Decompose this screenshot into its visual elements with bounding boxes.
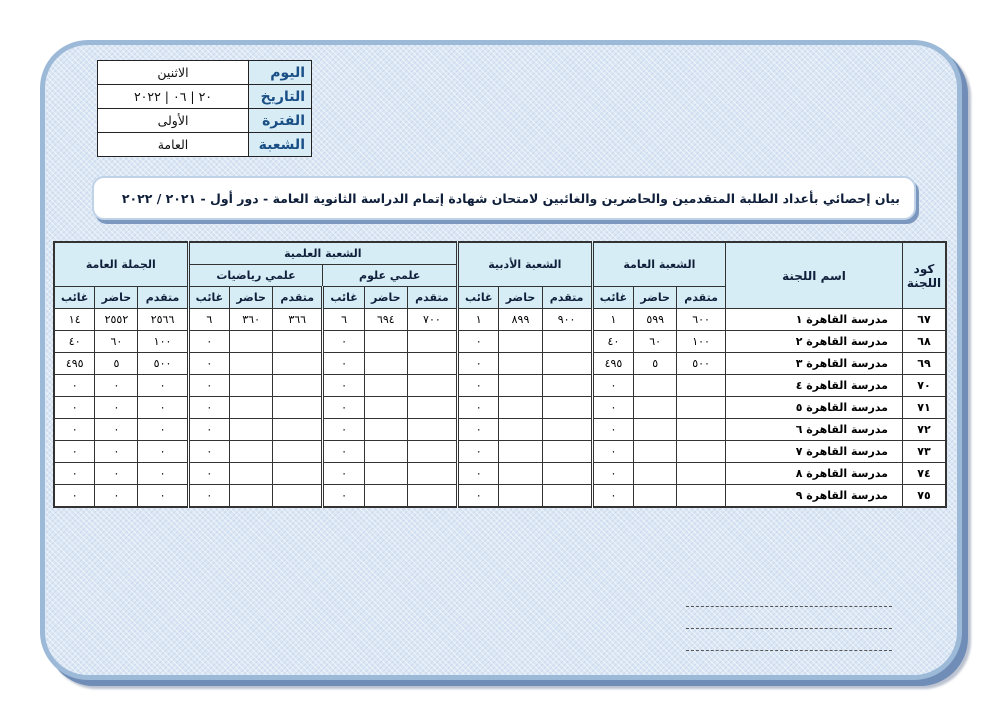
count-cell: ٢٥٦٦	[138, 309, 188, 331]
count-cell	[542, 331, 592, 353]
count-cell: ٠	[138, 463, 188, 485]
count-cell: ١	[592, 309, 633, 331]
count-cell: ٠	[188, 419, 229, 441]
count-cell: ٠	[188, 375, 229, 397]
signature-line	[686, 607, 892, 629]
count-cell: ٠	[95, 441, 138, 463]
committee-name: مدرسة القاهرة ٥	[726, 397, 903, 419]
info-label: الفترة	[249, 109, 312, 133]
count-cell	[499, 375, 542, 397]
count-cell	[230, 397, 273, 419]
count-cell: ٠	[188, 331, 229, 353]
count-cell	[364, 353, 407, 375]
count-cell: ٠	[323, 441, 364, 463]
count-cell: ٠	[138, 485, 188, 508]
count-cell: ٠	[592, 375, 633, 397]
count-cell: ١٠٠	[138, 331, 188, 353]
info-value: الأولى	[98, 109, 249, 133]
count-cell	[634, 441, 677, 463]
count-cell	[407, 485, 457, 508]
count-cell	[677, 485, 726, 508]
statistics-table	[53, 241, 947, 508]
count-cell	[230, 331, 273, 353]
header-absent: غائب	[54, 287, 95, 309]
committee-code: ٦٧	[903, 309, 947, 331]
count-cell	[273, 419, 323, 441]
count-cell: ٨٩٩	[499, 309, 542, 331]
count-cell	[273, 331, 323, 353]
count-cell: ٠	[138, 397, 188, 419]
count-cell	[273, 441, 323, 463]
count-cell: ٥٩٩	[634, 309, 677, 331]
committee-code: ٧٤	[903, 463, 947, 485]
count-cell: ٧٠٠	[407, 309, 457, 331]
count-cell: ١٠٠	[677, 331, 726, 353]
committee-code: ٧٠	[903, 375, 947, 397]
committee-code: ٦٨	[903, 331, 947, 353]
committee-name: مدرسة القاهرة ٢	[726, 331, 903, 353]
signature-line	[686, 585, 892, 607]
count-cell: ٠	[95, 485, 138, 508]
count-cell	[499, 485, 542, 508]
count-cell: ٠	[95, 463, 138, 485]
committee-code: ٧٣	[903, 441, 947, 463]
info-value: ٢٠ | ٠٦ | ٢٠٢٢	[98, 85, 249, 109]
count-cell: ٠	[323, 353, 364, 375]
header-applied: متقدم	[407, 287, 457, 309]
header-absent: غائب	[592, 287, 633, 309]
count-cell: ٠	[138, 375, 188, 397]
count-cell: ٠	[458, 485, 499, 508]
info-row-date	[98, 85, 312, 109]
header-absent: غائب	[188, 287, 229, 309]
count-cell	[407, 441, 457, 463]
count-cell	[677, 397, 726, 419]
committee-name: مدرسة القاهرة ٧	[726, 441, 903, 463]
count-cell: ٠	[458, 353, 499, 375]
committee-name: مدرسة القاهرة ٦	[726, 419, 903, 441]
table-row	[54, 309, 946, 331]
table-row	[54, 375, 946, 397]
count-cell	[542, 441, 592, 463]
header-applied: متقدم	[677, 287, 726, 309]
header-present: حاضر	[634, 287, 677, 309]
count-cell: ٠	[54, 463, 95, 485]
count-cell: ٠	[458, 441, 499, 463]
count-cell: ٠	[188, 463, 229, 485]
count-cell: ٥٠٠	[677, 353, 726, 375]
count-cell	[364, 441, 407, 463]
count-cell	[634, 485, 677, 508]
count-cell	[230, 485, 273, 508]
header-absent: غائب	[458, 287, 499, 309]
count-cell	[542, 375, 592, 397]
count-cell: ٠	[95, 419, 138, 441]
count-cell: ٥	[95, 353, 138, 375]
count-cell	[273, 463, 323, 485]
header-present: حاضر	[95, 287, 138, 309]
table-body	[54, 309, 946, 508]
header-total: الجملة العامة	[54, 242, 188, 287]
count-cell	[542, 397, 592, 419]
count-cell	[407, 353, 457, 375]
count-cell	[499, 419, 542, 441]
count-cell: ٠	[458, 375, 499, 397]
count-cell: ٠	[323, 397, 364, 419]
committee-code: ٧٥	[903, 485, 947, 508]
count-cell	[407, 419, 457, 441]
header-code: كود اللجنة	[903, 242, 947, 309]
header-absent: غائب	[323, 287, 364, 309]
count-cell: ٦	[188, 309, 229, 331]
committee-name: مدرسة القاهرة ٤	[726, 375, 903, 397]
count-cell: ٦٠	[634, 331, 677, 353]
count-cell: ٠	[323, 463, 364, 485]
count-cell	[407, 331, 457, 353]
table-row	[54, 485, 946, 508]
table-row	[54, 331, 946, 353]
count-cell: ٠	[188, 485, 229, 508]
count-cell	[364, 419, 407, 441]
count-cell: ٦	[323, 309, 364, 331]
info-label: الشعبة	[249, 133, 312, 157]
count-cell: ٦٠	[95, 331, 138, 353]
table-row	[54, 397, 946, 419]
count-cell: ٣٦٦	[273, 309, 323, 331]
count-cell: ٠	[54, 485, 95, 508]
count-cell	[677, 463, 726, 485]
count-cell: ٤٠	[592, 331, 633, 353]
count-cell	[364, 463, 407, 485]
count-cell: ٠	[95, 397, 138, 419]
count-cell: ١٤	[54, 309, 95, 331]
count-cell: ٠	[54, 397, 95, 419]
committee-name: مدرسة القاهرة ٨	[726, 463, 903, 485]
count-cell	[499, 441, 542, 463]
header-science-math: علمي رياضيات	[188, 265, 323, 287]
header-present: حاضر	[499, 287, 542, 309]
committee-code: ٧٢	[903, 419, 947, 441]
header-name: اسم اللجنة	[726, 242, 903, 309]
count-cell	[230, 441, 273, 463]
count-cell	[364, 375, 407, 397]
count-cell	[230, 419, 273, 441]
count-cell: ٥٠٠	[138, 353, 188, 375]
count-cell: ٠	[95, 375, 138, 397]
info-row-period	[98, 109, 312, 133]
count-cell	[407, 397, 457, 419]
info-label: اليوم	[249, 61, 312, 85]
header-science-branch: الشعبة العلمية	[188, 242, 457, 265]
count-cell: ٤٩٥	[54, 353, 95, 375]
count-cell	[273, 397, 323, 419]
count-cell: ٠	[592, 441, 633, 463]
header-present: حاضر	[364, 287, 407, 309]
count-cell: ٠	[592, 463, 633, 485]
count-cell: ٠	[592, 485, 633, 508]
header-literary-branch: الشعبة الأدبية	[458, 242, 593, 287]
count-cell: ٠	[323, 485, 364, 508]
count-cell	[230, 463, 273, 485]
info-label: التاريخ	[249, 85, 312, 109]
header-applied: متقدم	[273, 287, 323, 309]
header-applied: متقدم	[542, 287, 592, 309]
count-cell	[407, 463, 457, 485]
info-table	[97, 60, 312, 157]
count-cell: ٢٥٥٢	[95, 309, 138, 331]
count-cell	[677, 441, 726, 463]
info-row-branch	[98, 133, 312, 157]
count-cell	[499, 353, 542, 375]
committee-name: مدرسة القاهرة ١	[726, 309, 903, 331]
committee-code: ٧١	[903, 397, 947, 419]
count-cell	[542, 353, 592, 375]
count-cell	[364, 397, 407, 419]
count-cell: ٠	[188, 353, 229, 375]
count-cell	[677, 419, 726, 441]
count-cell	[677, 375, 726, 397]
count-cell	[273, 485, 323, 508]
count-cell	[499, 397, 542, 419]
count-cell: ٤٩٥	[592, 353, 633, 375]
count-cell: ٠	[458, 419, 499, 441]
count-cell: ٠	[323, 419, 364, 441]
count-cell: ٠	[188, 441, 229, 463]
count-cell: ٠	[323, 375, 364, 397]
count-cell	[499, 331, 542, 353]
info-value: الاثنين	[98, 61, 249, 85]
count-cell: ٣٦٠	[230, 309, 273, 331]
table-row	[54, 419, 946, 441]
count-cell	[364, 331, 407, 353]
count-cell	[273, 353, 323, 375]
info-value: العامة	[98, 133, 249, 157]
count-cell: ٠	[592, 397, 633, 419]
signature-area	[686, 585, 892, 651]
count-cell	[273, 375, 323, 397]
header-applied: متقدم	[138, 287, 188, 309]
count-cell	[542, 463, 592, 485]
table-row	[54, 441, 946, 463]
count-cell	[634, 375, 677, 397]
committee-name: مدرسة القاهرة ٣	[726, 353, 903, 375]
count-cell	[542, 485, 592, 508]
count-cell	[407, 375, 457, 397]
count-cell	[634, 463, 677, 485]
signature-line	[686, 629, 892, 651]
count-cell: ٠	[592, 419, 633, 441]
count-cell: ٤٠	[54, 331, 95, 353]
count-cell	[499, 463, 542, 485]
count-cell: ٠	[138, 419, 188, 441]
count-cell: ٥	[634, 353, 677, 375]
count-cell: ٠	[188, 397, 229, 419]
count-cell	[634, 419, 677, 441]
committee-name: مدرسة القاهرة ٩	[726, 485, 903, 508]
count-cell: ٠	[458, 463, 499, 485]
count-cell	[230, 375, 273, 397]
table-row	[54, 353, 946, 375]
count-cell	[542, 419, 592, 441]
count-cell: ٠	[138, 441, 188, 463]
count-cell: ٩٠٠	[542, 309, 592, 331]
count-cell: ٠	[54, 441, 95, 463]
table-row	[54, 463, 946, 485]
page-title: بيان إحصائي بأعداد الطلبة المتقدمين والحاضرين والغائبين لامتحان شهادة إتمام الدراسة الثانوية العامة - دور أول - ٢٠٢١ / ٢٠٢٢	[121, 190, 900, 206]
count-cell: ٠	[54, 419, 95, 441]
title-banner	[92, 176, 916, 220]
count-cell: ٠	[458, 331, 499, 353]
count-cell: ٦٠٠	[677, 309, 726, 331]
header-science-sci: علمي علوم	[323, 265, 458, 287]
count-cell: ١	[458, 309, 499, 331]
count-cell	[634, 397, 677, 419]
committee-code: ٦٩	[903, 353, 947, 375]
count-cell: ٠	[54, 375, 95, 397]
info-row-day	[98, 61, 312, 85]
count-cell: ٦٩٤	[364, 309, 407, 331]
count-cell	[364, 485, 407, 508]
header-general-branch: الشعبة العامة	[592, 242, 725, 287]
count-cell	[230, 353, 273, 375]
header-present: حاضر	[230, 287, 273, 309]
count-cell: ٠	[458, 397, 499, 419]
count-cell: ٠	[323, 331, 364, 353]
